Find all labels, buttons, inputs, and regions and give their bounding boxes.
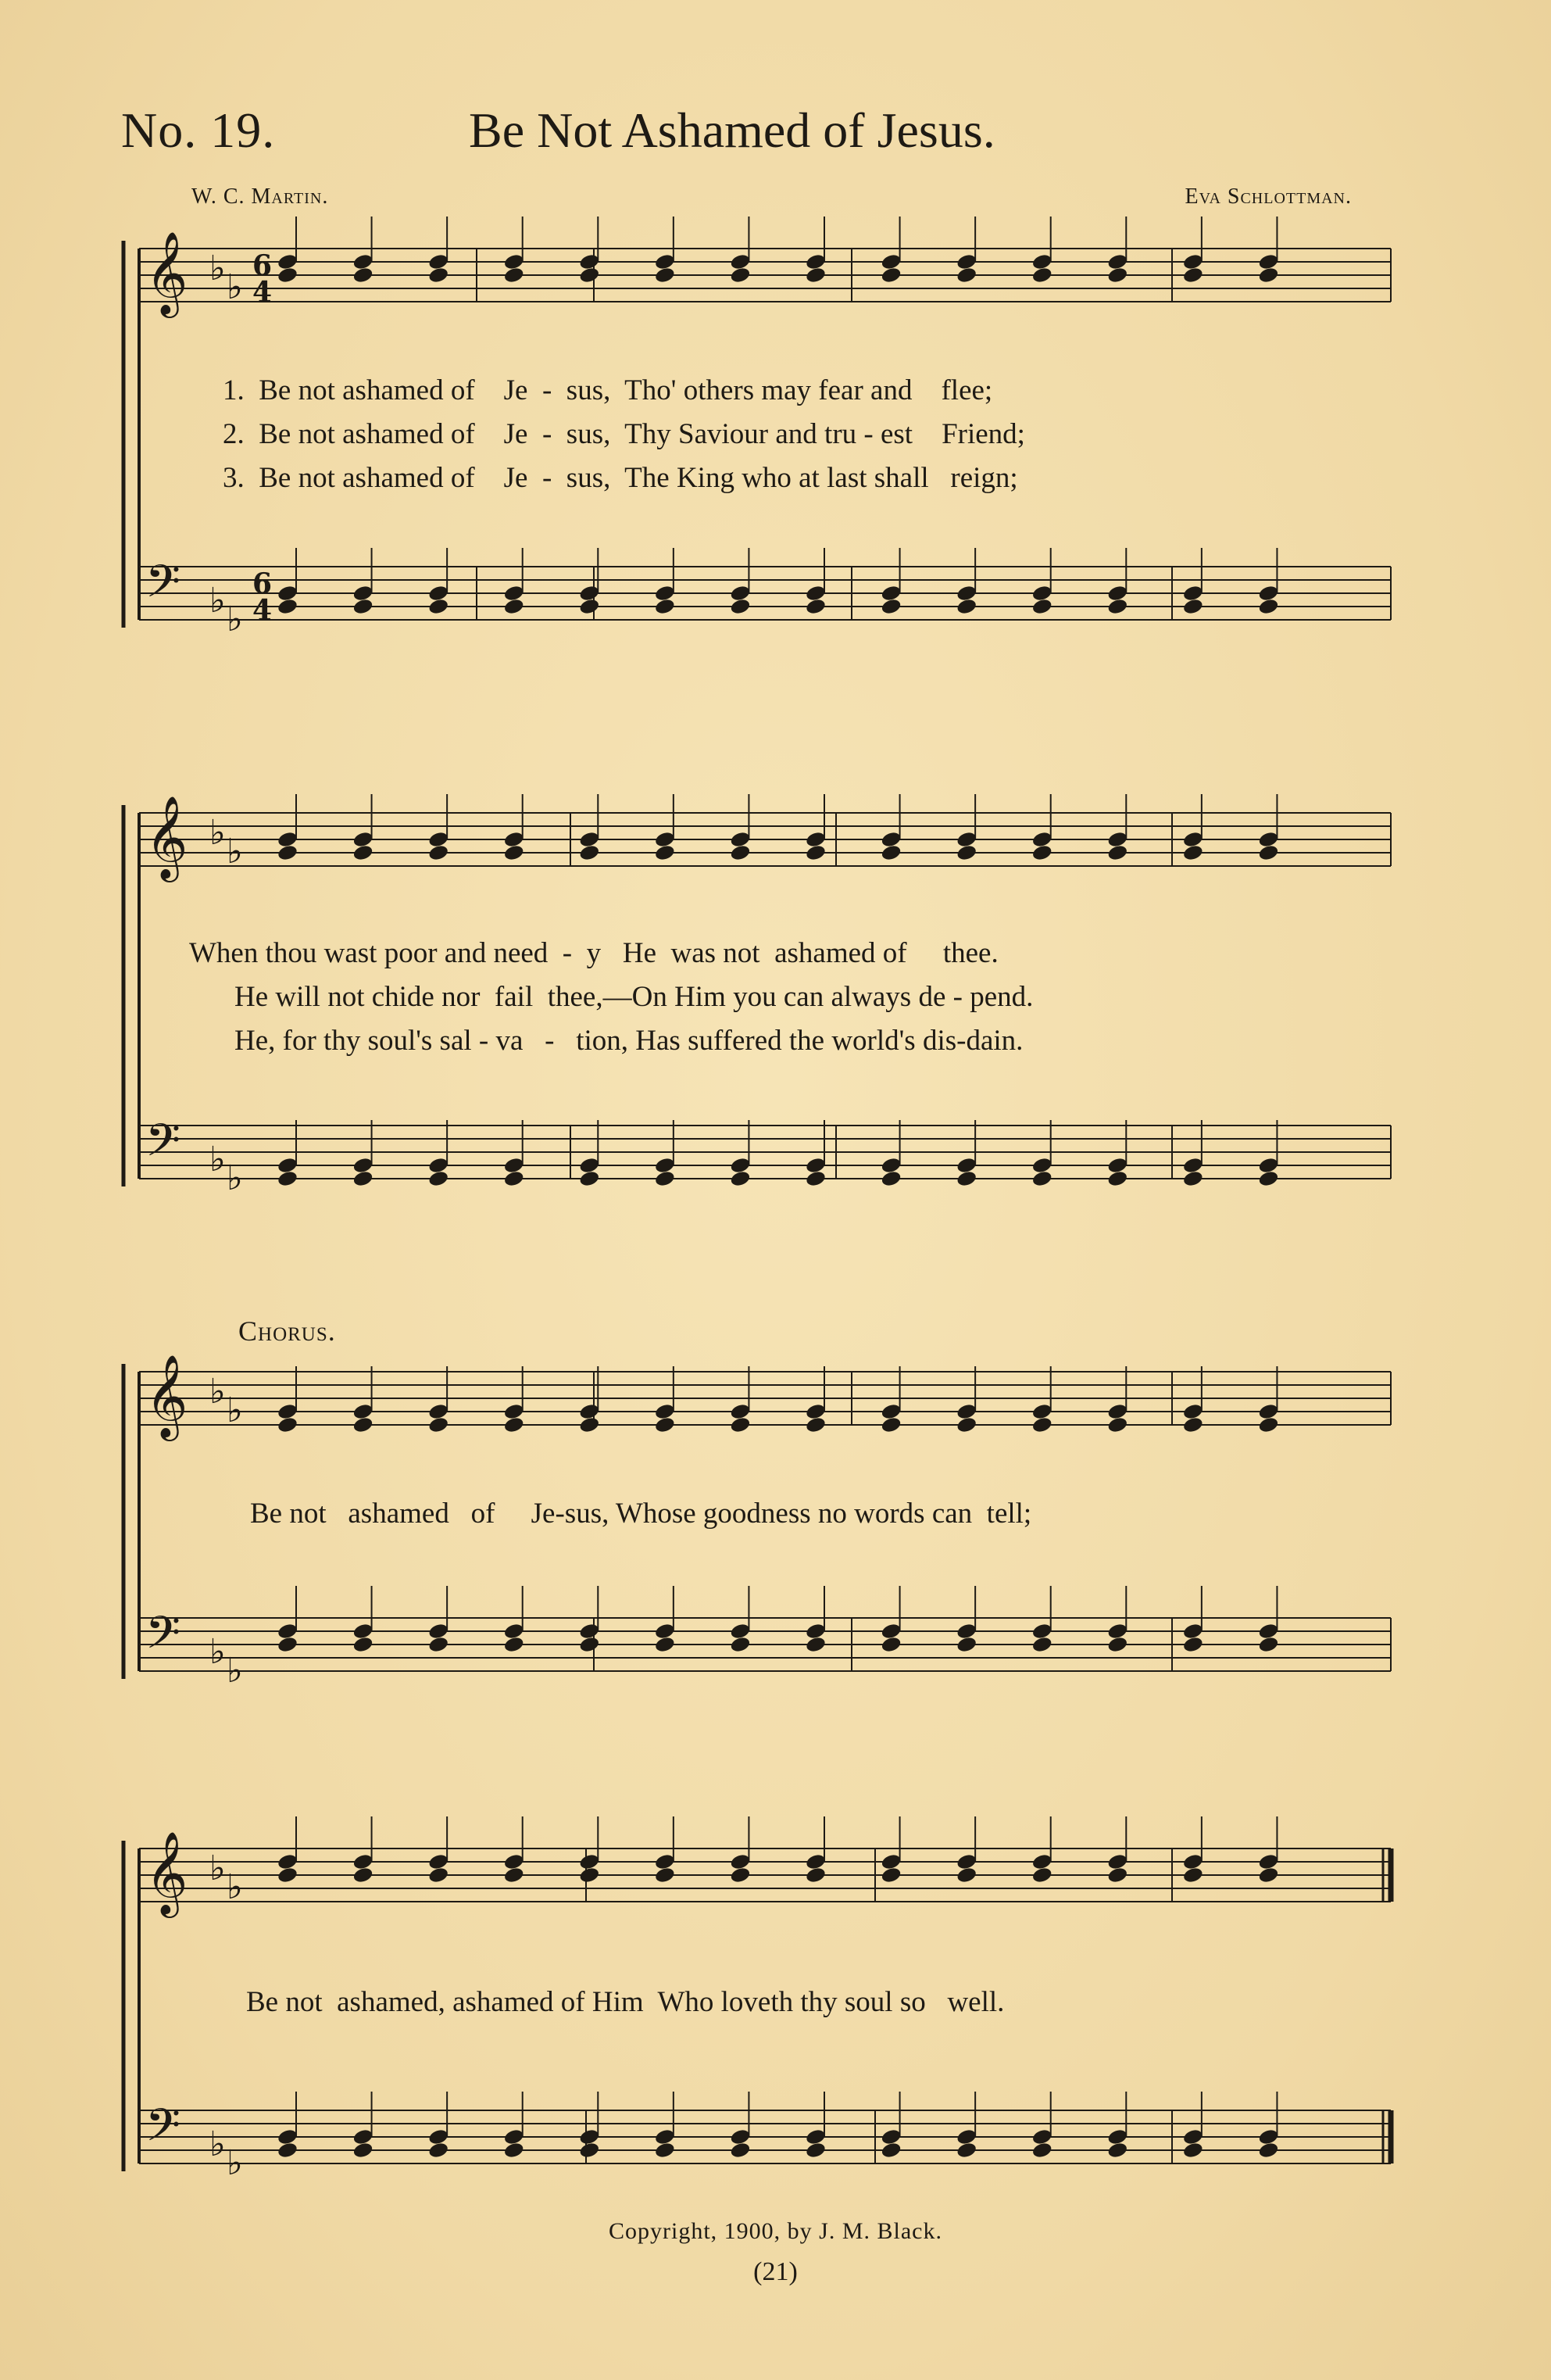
flat-icon: ♭ (227, 2143, 243, 2183)
note-head (956, 597, 977, 615)
note-head (578, 2128, 600, 2146)
verse-3-line-2: He, for thy soul's sal - va - tion, Has suffered the world's dis-dain. (234, 1025, 1024, 1057)
note-head (1257, 2141, 1279, 2159)
flat-icon: ♭ (209, 249, 226, 288)
note-head (805, 2128, 827, 2146)
note-head (1031, 584, 1053, 602)
flat-icon: ♭ (227, 599, 243, 639)
verse-1-line-1: 1. Be not ashamed of Je - sus, Tho' others may fear and flee; (223, 374, 993, 406)
bass-clef-icon: 𝄢 (145, 1606, 181, 1670)
note-head (1182, 1866, 1204, 1884)
note-head (277, 597, 298, 615)
note-head (1182, 266, 1204, 284)
note-head (1257, 1402, 1279, 1420)
flat-icon: ♭ (227, 267, 243, 307)
note-head (1106, 1415, 1128, 1433)
note-head (805, 1622, 827, 1640)
note-head (578, 252, 600, 270)
note-head (352, 252, 374, 270)
note-head (1182, 252, 1204, 270)
note-head (1106, 1156, 1128, 1174)
treble-clef-icon: 𝄞 (145, 795, 188, 879)
flat-icon: ♭ (209, 2124, 226, 2164)
note-head (956, 1169, 977, 1187)
note-head (1257, 1852, 1279, 1870)
note-head (578, 584, 600, 602)
note-head (352, 2141, 374, 2159)
note-head (1031, 1156, 1053, 1174)
note-head (881, 830, 902, 848)
hymn-title: Be Not Ashamed of Jesus. (469, 102, 995, 158)
note-head (1031, 1415, 1053, 1433)
time-signature: 6 (252, 249, 273, 282)
note-head (1106, 1622, 1128, 1640)
note-head (277, 1866, 298, 1884)
note-head (654, 1156, 676, 1174)
note-head (654, 2128, 676, 2146)
chorus-label: Chorus. (238, 1315, 336, 1347)
note-head (729, 1402, 751, 1420)
note-head (729, 843, 751, 861)
note-head (427, 1852, 449, 1870)
note-head (805, 843, 827, 861)
note-head (805, 1866, 827, 1884)
note-head (503, 2141, 525, 2159)
note-head (1031, 830, 1053, 848)
note-head (1182, 1415, 1204, 1433)
note-head (277, 1402, 298, 1420)
note-head (427, 584, 449, 602)
note-head (1257, 584, 1279, 602)
note-head (1182, 1852, 1204, 1870)
note-head (503, 584, 525, 602)
treble-clef-icon: 𝄞 (145, 231, 188, 314)
flat-icon: ♭ (227, 832, 243, 871)
note-head (956, 843, 977, 861)
note-head (881, 266, 902, 284)
note-head (729, 2128, 751, 2146)
note-head (352, 1402, 374, 1420)
note-head (956, 1622, 977, 1640)
note-head (578, 843, 600, 861)
note-head (1106, 830, 1128, 848)
note-head (503, 1852, 525, 1870)
note-head (729, 1156, 751, 1174)
note-head (1031, 1852, 1053, 1870)
note-head (805, 584, 827, 602)
note-head (1106, 1635, 1128, 1653)
note-head (277, 252, 298, 270)
flat-icon: ♭ (209, 813, 226, 853)
note-head (578, 1402, 600, 1420)
note-head (729, 597, 751, 615)
note-head (1031, 2128, 1053, 2146)
note-head (805, 1635, 827, 1653)
note-head (1031, 266, 1053, 284)
composer-credit: W. C. Martin. (191, 184, 329, 209)
note-head (277, 843, 298, 861)
note-head (352, 1169, 374, 1187)
note-head (277, 1622, 298, 1640)
flat-icon: ♭ (209, 1372, 226, 1412)
chorus-line-1: Be not ashamed of Je-sus, Whose goodness no words can tell; (250, 1498, 1032, 1530)
note-head (729, 830, 751, 848)
note-head (427, 1169, 449, 1187)
note-head (352, 1852, 374, 1870)
flat-icon: ♭ (209, 1140, 226, 1179)
note-head (277, 2128, 298, 2146)
note-head (1182, 2141, 1204, 2159)
note-head (503, 843, 525, 861)
note-head (1182, 1635, 1204, 1653)
verse-2-line-1: 2. Be not ashamed of Je - sus, Thy Saviour and tru - est Friend; (223, 418, 1025, 450)
note-head (654, 584, 676, 602)
note-head (427, 252, 449, 270)
note-head (503, 1415, 525, 1433)
note-head (729, 252, 751, 270)
note-head (654, 252, 676, 270)
note-head (1182, 1156, 1204, 1174)
note-head (578, 597, 600, 615)
note-head (654, 1622, 676, 1640)
hymn-number: No. 19. (121, 102, 276, 158)
note-head (956, 2128, 977, 2146)
note-head (352, 584, 374, 602)
note-head (881, 1635, 902, 1653)
note-head (1257, 1169, 1279, 1187)
note-head (352, 1415, 374, 1433)
time-signature: 4 (252, 594, 273, 627)
verse-3-line-1: 3. Be not ashamed of Je - sus, The King who at last shall reign; (223, 462, 1018, 494)
note-head (1031, 1622, 1053, 1640)
note-head (1031, 1402, 1053, 1420)
flat-icon: ♭ (209, 581, 226, 621)
note-head (1257, 1156, 1279, 1174)
note-head (956, 1402, 977, 1420)
note-head (805, 1402, 827, 1420)
time-signature: 4 (252, 276, 273, 309)
note-head (729, 1635, 751, 1653)
note-head (427, 1156, 449, 1174)
page-number: (21) (753, 2257, 798, 2286)
note-head (578, 266, 600, 284)
flat-icon: ♭ (227, 1651, 243, 1691)
note-head (1182, 830, 1204, 848)
note-head (1106, 1169, 1128, 1187)
note-head (1257, 252, 1279, 270)
note-head (805, 2141, 827, 2159)
note-head (1257, 843, 1279, 861)
note-head (881, 1866, 902, 1884)
note-head (956, 1852, 977, 1870)
note-head (427, 1635, 449, 1653)
treble-clef-icon: 𝄞 (145, 1831, 188, 1914)
note-head (1031, 843, 1053, 861)
note-head (881, 597, 902, 615)
note-head (729, 1866, 751, 1884)
note-head (881, 1169, 902, 1187)
note-head (503, 266, 525, 284)
note-head (729, 2141, 751, 2159)
note-head (1182, 1622, 1204, 1640)
note-head (881, 1156, 902, 1174)
note-head (654, 2141, 676, 2159)
note-head (956, 1156, 977, 1174)
note-head (352, 1156, 374, 1174)
note-head (1182, 584, 1204, 602)
flat-icon: ♭ (209, 1632, 226, 1672)
note-head (654, 1169, 676, 1187)
note-head (1182, 597, 1204, 615)
note-head (1106, 2128, 1128, 2146)
note-head (1182, 1402, 1204, 1420)
note-head (277, 1635, 298, 1653)
note-head (956, 252, 977, 270)
bass-clef-icon: 𝄢 (145, 1114, 181, 1178)
note-head (654, 1852, 676, 1870)
flat-icon: ♭ (227, 1158, 243, 1198)
note-head (881, 1622, 902, 1640)
note-head (578, 2141, 600, 2159)
note-head (503, 1622, 525, 1640)
note-head (881, 252, 902, 270)
note-head (503, 1866, 525, 1884)
note-head (654, 830, 676, 848)
note-head (956, 266, 977, 284)
note-head (729, 584, 751, 602)
note-head (503, 1156, 525, 1174)
note-head (1031, 252, 1053, 270)
note-head (578, 1852, 600, 1870)
note-head (352, 266, 374, 284)
note-head (427, 2128, 449, 2146)
note-head (277, 1156, 298, 1174)
note-head (956, 584, 977, 602)
note-head (881, 2128, 902, 2146)
note-head (805, 266, 827, 284)
note-head (503, 252, 525, 270)
note-head (427, 1622, 449, 1640)
note-head (654, 1635, 676, 1653)
note-head (277, 266, 298, 284)
note-head (277, 1852, 298, 1870)
note-head (1182, 1169, 1204, 1187)
note-head (578, 1156, 600, 1174)
time-signature: 6 (252, 567, 273, 600)
lyricist-credit: Eva Schlottman. (1185, 184, 1352, 209)
note-head (1106, 597, 1128, 615)
note-head (503, 1635, 525, 1653)
flat-icon: ♭ (209, 1849, 226, 1888)
note-head (352, 2128, 374, 2146)
note-head (427, 830, 449, 848)
note-head (1257, 597, 1279, 615)
note-head (1257, 1635, 1279, 1653)
note-head (1257, 1622, 1279, 1640)
note-head (729, 1415, 751, 1433)
note-head (1257, 266, 1279, 284)
treble-clef-icon: 𝄞 (145, 1354, 188, 1437)
note-head (729, 1622, 751, 1640)
note-head (352, 1622, 374, 1640)
note-head (352, 1635, 374, 1653)
flat-icon: ♭ (227, 1390, 243, 1430)
note-head (1257, 2128, 1279, 2146)
note-head (1031, 2141, 1053, 2159)
note-head (427, 1415, 449, 1433)
note-head (352, 843, 374, 861)
note-head (578, 830, 600, 848)
note-head (805, 1169, 827, 1187)
note-head (654, 597, 676, 615)
note-head (881, 1402, 902, 1420)
note-head (503, 2128, 525, 2146)
note-head (1031, 1866, 1053, 1884)
note-head (1106, 843, 1128, 861)
note-head (427, 597, 449, 615)
note-head (503, 1169, 525, 1187)
note-head (881, 584, 902, 602)
note-head (805, 1156, 827, 1174)
note-head (1031, 1169, 1053, 1187)
note-head (805, 1415, 827, 1433)
note-head (1106, 2141, 1128, 2159)
note-head (503, 597, 525, 615)
note-head (1257, 1415, 1279, 1433)
note-head (427, 2141, 449, 2159)
note-head (1182, 2128, 1204, 2146)
note-head (352, 597, 374, 615)
note-head (578, 1635, 600, 1653)
note-head (805, 252, 827, 270)
note-head (277, 830, 298, 848)
note-head (729, 266, 751, 284)
note-head (881, 1415, 902, 1433)
note-head (729, 1852, 751, 1870)
note-head (805, 1852, 827, 1870)
verse-1-line-2: When thou wast poor and need - y He was not ashamed of thee. (189, 937, 999, 969)
note-head (881, 1852, 902, 1870)
note-head (578, 1866, 600, 1884)
note-head (427, 843, 449, 861)
note-head (277, 1169, 298, 1187)
note-head (427, 1402, 449, 1420)
copyright-notice: Copyright, 1900, by J. M. Black. (609, 2218, 942, 2244)
bass-clef-icon: 𝄢 (145, 2099, 181, 2163)
note-head (1106, 1866, 1128, 1884)
note-head (956, 1415, 977, 1433)
note-head (654, 1402, 676, 1420)
note-head (277, 2141, 298, 2159)
note-head (881, 2141, 902, 2159)
note-head (1106, 252, 1128, 270)
note-head (503, 830, 525, 848)
note-head (352, 1866, 374, 1884)
verse-2-line-2: He will not chide nor fail thee,—On Him you can always de - pend. (234, 981, 1034, 1013)
note-head (427, 1866, 449, 1884)
flat-icon: ♭ (227, 1867, 243, 1907)
note-head (654, 1866, 676, 1884)
note-head (503, 1402, 525, 1420)
note-head (1257, 1866, 1279, 1884)
note-head (881, 843, 902, 861)
note-head (578, 1415, 600, 1433)
bass-clef-icon: 𝄢 (145, 555, 181, 619)
note-head (1106, 1402, 1128, 1420)
note-head (1106, 266, 1128, 284)
note-head (654, 266, 676, 284)
note-head (427, 266, 449, 284)
note-head (805, 830, 827, 848)
note-head (1182, 843, 1204, 861)
note-head (1106, 584, 1128, 602)
note-head (1106, 1852, 1128, 1870)
note-head (277, 584, 298, 602)
note-head (277, 1415, 298, 1433)
note-head (1031, 597, 1053, 615)
note-head (654, 843, 676, 861)
note-head (956, 830, 977, 848)
note-head (1031, 1635, 1053, 1653)
chorus-line-2: Be not ashamed, ashamed of Him Who loveth thy soul so well. (246, 1986, 1005, 2018)
note-head (1257, 830, 1279, 848)
note-head (729, 1169, 751, 1187)
note-head (578, 1169, 600, 1187)
note-head (578, 1622, 600, 1640)
note-head (805, 597, 827, 615)
note-head (956, 2141, 977, 2159)
note-head (956, 1866, 977, 1884)
note-head (352, 830, 374, 848)
note-head (654, 1415, 676, 1433)
note-head (956, 1635, 977, 1653)
